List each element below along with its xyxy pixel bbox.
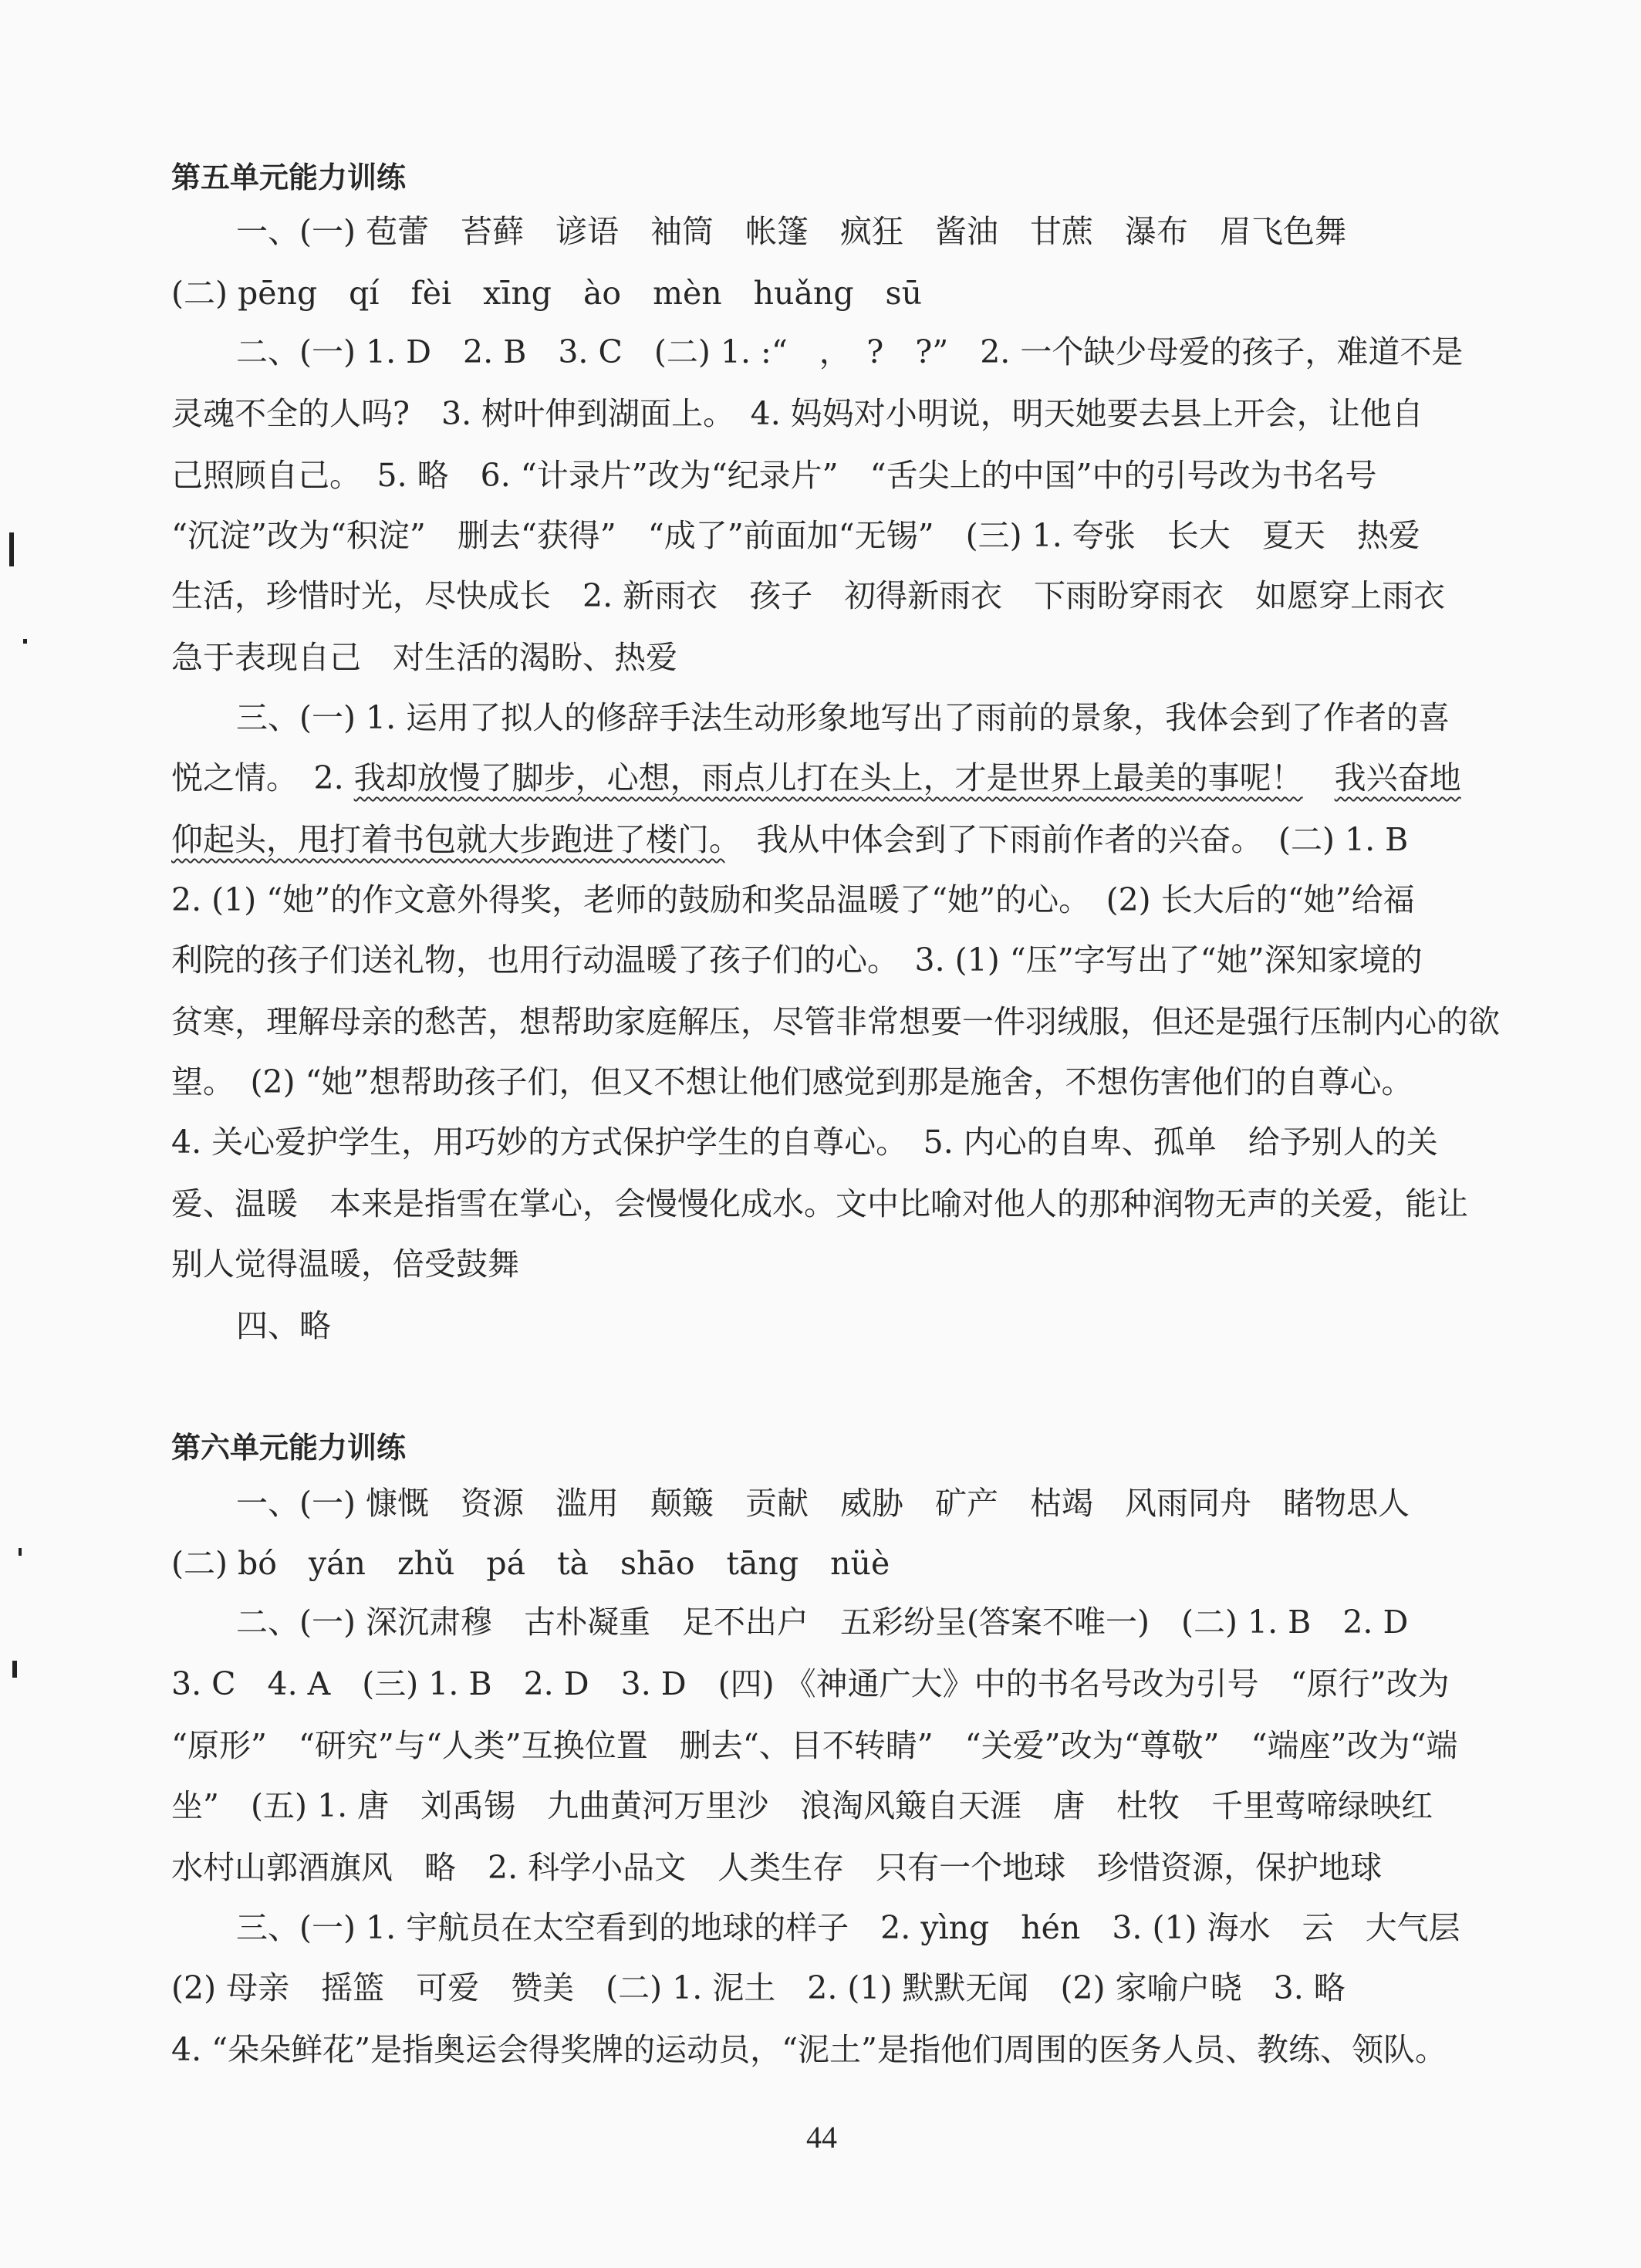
s5-line-18: 别人觉得温暖，倍受鼓舞 — [171, 1246, 519, 1283]
s6-line-1: 一、(一) 慷慨 资源 滥用 颠簸 贡献 威胁 矿产 枯竭 风雨同舟 睹物思人 — [236, 1485, 1410, 1522]
s5-line-1: 一、(一) 苞蕾 苔藓 谚语 袖筒 帐篷 疯狂 酱油 甘蔗 瀑布 眉飞色舞 — [236, 213, 1347, 250]
s6-line-7: 水村山郭酒旗风 略 2. 科学小品文 人类生存 只有一个地球 珍惜资源，保护地球 — [171, 1849, 1383, 1886]
section-6-title: 第六单元能力训练 — [171, 1431, 407, 1465]
s5-line-14: 贫寒，理解母亲的愁苦，想帮助家庭解压，尽管非常想要一件羽绒服，但还是强行压制内心的欲 — [171, 1003, 1500, 1040]
s6-line-3: 二、(一) 深沉肃穆 古朴凝重 足不出户 五彩纷呈(答案不唯一) (二) 1. B 2. D — [236, 1604, 1409, 1641]
section-5-title: 第五单元能力训练 — [171, 161, 407, 194]
s5-line-13: 利院的孩子们送礼物，也用行动温暖了孩子们的心。 3. (1) “压”字写出了“她”深知家境的 — [171, 941, 1423, 979]
s5-line-2: (二) pēng qí fèi xīng ào mèn huǎng sū — [171, 275, 923, 312]
s5-line-11-b: 我从中体会到了下雨前作者的兴奋。 (二) 1. B — [724, 821, 1409, 858]
s5-quoted-sentence-2a: 我兴奋地 — [1334, 759, 1461, 796]
s5-line-3: 二、(一) 1. D 2. B 3. C (二) 1. :“ ， ? ?” 2. 一个缺少母爱的孩子，难道不是 — [236, 333, 1464, 370]
scan-mark — [19, 1548, 22, 1556]
s6-line-9: (2) 母亲 摇篮 可爱 赞美 (二) 1. 泥土 2. (1) 默默无闻 (2) 家喻户晓 3. 略 — [171, 1969, 1346, 2006]
s5-line-8: 急于表现自己 对生活的渴盼、热爱 — [171, 639, 677, 676]
s5-line-16: 4. 关心爱护学生，用巧妙的方式保护学生的自尊心。 5. 内心的自卑、孤单 给予别人的关 — [171, 1124, 1438, 1161]
s5-quoted-sentence-2b: 仰起头，甩打着书包就大步跑进了楼门。 — [171, 821, 725, 858]
s6-line-5: “原形” “研究”与“人类”互换位置 删去“、目不转睛” “关爱”改为“尊敬” “端座”改为“端 — [171, 1727, 1458, 1764]
s5-line-17: 爱、温暖 本来是指雪在掌心，会慢慢化成水。文中比喻对他人的那种润物无声的关爱，能让 — [171, 1185, 1468, 1222]
s5-line-19: 四、略 — [236, 1307, 331, 1344]
s5-line-6: “沉淀”改为“积淀” 删去“获得” “成了”前面加“无锡” (三) 1. 夸张 长大 夏天 热爱 — [171, 517, 1420, 554]
s5-line-10-a: 悦之情。 2. — [171, 759, 354, 796]
scan-mark — [12, 1661, 17, 1678]
s6-line-6: 坐” (五) 1. 唐 刘禹锡 九曲黄河万里沙 浪淘风簸自天涯 唐 杜牧 千里莺啼绿映红 — [171, 1787, 1433, 1824]
scan-mark — [23, 639, 27, 644]
s5-line-10-gap — [1303, 759, 1335, 796]
s5-line-11 — [171, 816, 1460, 863]
s6-line-10: 4. “朵朵鲜花”是指奥运会得奖牌的运动员，“泥土”是指他们周围的医务人员、教练、领队。 — [171, 2031, 1447, 2068]
s5-line-9: 三、(一) 1. 运用了拟人的修辞手法生动形象地写出了雨前的景象，我体会到了作者的喜 — [236, 699, 1450, 736]
s5-quoted-sentence-1: 我却放慢了脚步，心想，雨点儿打在头上，才是世界上最美的事呢！ — [353, 759, 1303, 796]
s5-line-4: 灵魂不全的人吗? 3. 树叶伸到湖面上。 4. 妈妈对小明说，明天她要去县上开会，让他自 — [171, 395, 1423, 432]
s5-line-5: 己照顾自己。 5. 略 6. “计录片”改为“纪录片” “舌尖上的中国”中的引号改为书名号 — [171, 457, 1377, 494]
s6-line-2: (二) bó yán zhǔ pá tà shāo tāng nüè — [171, 1545, 890, 1582]
s6-line-8: 三、(一) 1. 宇航员在太空看到的地球的样子 2. yìng hén 3. (1) 海水 云 大气层 — [236, 1909, 1460, 1946]
s5-line-12: 2. (1) “她”的作文意外得奖，老师的鼓励和奖品温暖了“她”的心。 (2) 长大后的“她”给福 — [171, 881, 1415, 918]
scan-mark — [9, 532, 14, 566]
s5-line-15: 望。 (2) “她”想帮助孩子们，但又不想让他们感觉到那是施舍，不想伤害他们的自尊心。 — [171, 1063, 1413, 1100]
page-number: 44 — [806, 2120, 837, 2155]
s5-line-10 — [171, 755, 1460, 801]
s5-line-7: 生活，珍惜时光，尽快成长 2. 新雨衣 孩子 初得新雨衣 下雨盼穿雨衣 如愿穿上雨衣 — [171, 577, 1446, 614]
s6-line-4: 3. C 4. A (三) 1. B 2. D 3. D (四) 《神通广大》中的书名号改为引号 “原行”改为 — [171, 1665, 1450, 1702]
